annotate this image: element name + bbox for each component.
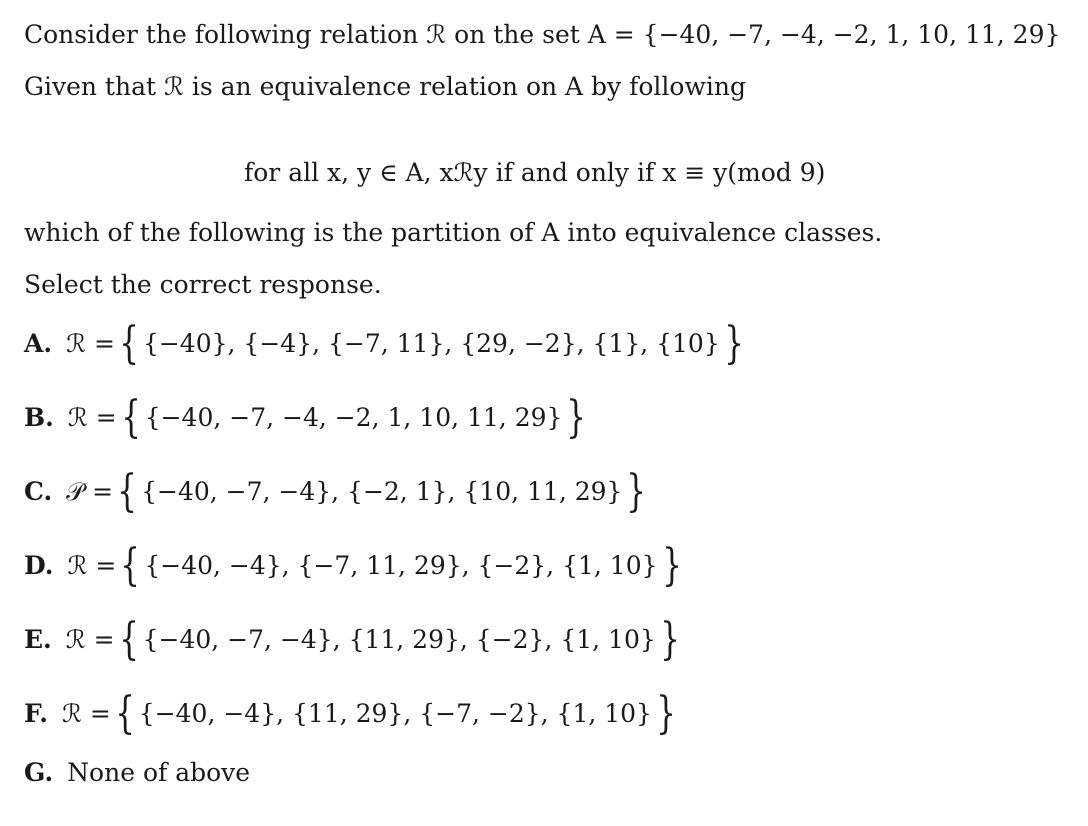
- option-letter: E.: [24, 625, 52, 655]
- option-letter: D.: [24, 551, 54, 581]
- option-letter: F.: [24, 699, 48, 729]
- option-g[interactable]: [24, 760, 250, 785]
- outer-brace-right-icon: }: [659, 614, 680, 665]
- outer-brace-right-icon: }: [661, 540, 682, 591]
- outer-brace-left-icon: {: [117, 466, 137, 517]
- outer-brace-left-icon: {: [120, 540, 141, 591]
- outer-brace-left-icon: {: [114, 688, 135, 739]
- option-symbol: ℛ =: [61, 699, 111, 729]
- option-f[interactable]: [24, 688, 680, 739]
- option-letter: G.: [24, 758, 54, 787]
- option-symbol: ℛ =: [65, 625, 115, 655]
- option-inner: {−40}, {−4}, {−7, 11}, {29, −2}, {1}, {10}: [142, 329, 720, 359]
- option-symbol: ℛ =: [67, 403, 117, 433]
- question-line-2: Given that ℛ is an equivalence relation on A by following: [24, 72, 746, 101]
- option-inner: {−40, −7, −4}, {−2, 1}, {10, 11, 29}: [141, 477, 623, 507]
- option-inner: {−40, −7, −4}, {11, 29}, {−2}, {1, 10}: [142, 625, 656, 655]
- outer-brace-right-icon: }: [566, 392, 587, 443]
- option-inner: {−40, −4}, {11, 29}, {−7, −2}, {1, 10}: [138, 699, 652, 729]
- option-b[interactable]: [24, 392, 590, 443]
- outer-brace-left-icon: {: [120, 392, 141, 443]
- option-letter: C.: [24, 477, 53, 507]
- question-line-1: Consider the following relation ℛ on the set A = {−40, −7, −4, −2, 1, 10, 11, 29}: [24, 20, 1061, 49]
- option-letter: B.: [24, 403, 54, 433]
- option-d[interactable]: [24, 540, 686, 591]
- option-inner: {−40, −4}, {−7, 11, 29}, {−2}, {1, 10}: [144, 551, 658, 581]
- outer-brace-right-icon: }: [626, 466, 647, 517]
- option-c[interactable]: [24, 466, 650, 517]
- option-symbol: ℛ =: [66, 329, 115, 359]
- option-symbol: ℛ =: [67, 551, 117, 581]
- option-text: None of above: [67, 758, 251, 787]
- relation-definition: for all x, y ∈ A, xℛy if and only if x ≡ y(mod 9): [244, 158, 826, 187]
- option-inner: {−40, −7, −4, −2, 1, 10, 11, 29}: [144, 403, 563, 433]
- option-e[interactable]: [24, 614, 684, 665]
- outer-brace-right-icon: }: [723, 318, 744, 369]
- question-line-4: which of the following is the partition of A into equivalence classes.: [24, 218, 883, 247]
- option-a[interactable]: [24, 318, 748, 369]
- option-letter: A.: [24, 329, 53, 359]
- outer-brace-left-icon: {: [119, 318, 139, 369]
- outer-brace-left-icon: {: [118, 614, 139, 665]
- instruction-text: Select the correct response.: [24, 270, 382, 299]
- outer-brace-right-icon: }: [656, 688, 676, 739]
- option-symbol: 𝒫 =: [66, 477, 114, 507]
